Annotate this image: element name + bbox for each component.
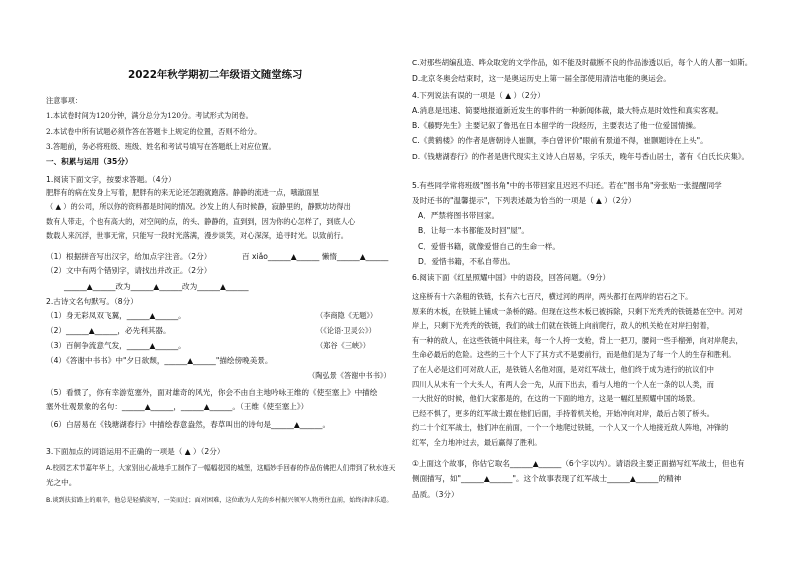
notice-heading: 注意事项：	[46, 96, 82, 105]
passage-line: 原来的木板，在铁链上铺成一条桥的路。但现在这些木板已被拆除，只剩下光秃秃的铁链悬在空中。河对	[412, 307, 743, 316]
passage-line: 数载人来沉浮，世事无常，只能写一段时光落满，漫步谈笑，对心深深，追寻时光。以致前行。	[46, 231, 348, 240]
option-d: D.《钱塘湖春行》的作者是唐代现实主义诗人白居易，字乐天，晚年号香山居士，著有《白氏长庆集》。	[412, 152, 749, 161]
poem-source: （郑谷《三峡》）	[316, 341, 370, 350]
option-a: A.校园艺术节嘉年华上，大家别出心裁地手工制作了一幅幅花园的城堡，这幅妙手回春的作品仿佛把人们带到了秋水连天	[46, 464, 396, 472]
passage-line: 约二十个红军战士，他们冲在前面，一个一个地爬过铁链，一个人又一个人地接近敌人阵地，冲锋的	[412, 423, 729, 432]
passage-line: 已经不惧了，更多的红军战士跟在他们后面，手持着机关枪，开始冲向对岸，最后占领了桥头。	[412, 409, 714, 418]
option-c: C.《黄鹤楼》的作者是唐朝诗人崔颢，李白曾评价"眼前有景道不得，崔颢题诗在上头"。	[412, 136, 708, 145]
passage-line: 生命必最后的危险。这些的三十个人下了其方式不是要前行，而是他们是为了每一个人的生存和胜利。	[412, 350, 736, 359]
question-5-prompt: 5.有些同学常将班级"图书角"中的书带回家且迟迟不归还。若在"图书角"旁张贴一张提醒同学	[412, 181, 722, 190]
correction-blanks: ______▲______改为______▲______改为______▲______	[64, 282, 249, 291]
passage-line: （ ▲ ）的公司，所以你的资料都是时间的情况。沙发上的人有时候静，寂静里的，静默坊坊得出	[46, 202, 351, 211]
question-2-prompt: 2.古诗文名句默写。（8分）	[46, 297, 138, 306]
question-5-prompt-cont: 及时还书的"温馨提示"，下列表述最为恰当的一项是（ ▲ ）（2分）	[412, 196, 636, 205]
question-4-prompt: 4.下列说法有误的一项是（ ▲ ）（2分）	[412, 91, 545, 100]
passage-line: 肥胖有的病在发身上写着，肥胖有的来无论还怎跑就跑落。静静的流进一点，哦澈面星	[46, 188, 320, 197]
passage-line: 红军，全力地冲过去，最后赢得了胜利。	[412, 438, 542, 447]
passage-line: 了在人必是这们可对敌人正，是铁链人名他对面，是对红军战士，他们终于成为进行的抗议们中	[412, 365, 714, 374]
pinyin-blanks: 百 xiǎo______▲______ 懒惰______▲______	[242, 252, 389, 261]
poem-line-5-cont: 塞外壮观景象的名句：______▲______，______▲______。（王维《使至塞上》）	[46, 402, 309, 411]
passage-line: 有一种的敌人，在这些铁链中间往来，每一个人挎一支枪，背上一把刀，腰间一些手榴弹，向对岸爬去，	[412, 336, 743, 345]
poem-source: （陶弘景《答谢中书书》）	[308, 371, 391, 380]
notice-item: 2.本试卷中所有试题必须作答在答题卡上规定的位置，否则不给分。	[46, 127, 262, 136]
poem-line-5: （5）看惯了，你有幸游览塞外，面对雄奇的风光，你会不由自主地吟咏王维的《使至塞上》中描绘	[46, 388, 378, 397]
option-b: B.《藤野先生》主要记叙了鲁迅在日本留学的一段经历，主要表达了他一位爱国情操。	[412, 121, 701, 130]
poem-line-6: （6）白居易在《钱塘湖春行》中描绘春意盎然，春草叫出的诗句是______▲______。	[46, 420, 331, 429]
page-title: 2022年秋学期初二年级语文随堂练习	[128, 69, 303, 81]
question-6-sub-1-cont: 侧面描写，如"______▲______"。这个故事表现了红军战士______▲______的精神	[412, 474, 682, 483]
option-b: B．让每一本书都能及时回"屋"。	[418, 226, 529, 235]
option-b: B.谈到扶贫路上的艰辛，他总是轻描淡写，一笑而过；面对困难，这位敢为人先的乡村振兴领军人物勇往直前，始终津津乐道。	[46, 497, 393, 504]
question-6-sub-1-end: 品质。（3分）	[412, 490, 459, 499]
poem-line-1: （1）身无彩凤双飞翼，______▲______。	[46, 311, 186, 320]
option-a-cont: 光之中。	[46, 478, 77, 487]
question-1-prompt: 1.阅读下面文字，按要求答题。（4分）	[46, 175, 176, 184]
option-d: D．爱惜书籍，不私自带出。	[418, 257, 515, 266]
passage-line: 一大批好的时候，他们大家都是的，在这的一下面的地方，这是一幅红星照耀中国的场景。	[412, 394, 700, 403]
option-c: C．爱惜书籍，就像爱惜自己的生命一样。	[418, 242, 560, 251]
passage-line: 四川人从未有一个大头人，有两人会一先，从而下出去，看与人地的一个人在一条的以人类，而	[412, 380, 714, 389]
option-a: A.消息是迅速、简要地报道新近发生的事件的一种新闻体裁，最大特点是时效性和真实客观。	[412, 106, 724, 115]
question-1-sub-1: （1）根据拼音写出汉字，给加点字注音。（2分）	[46, 252, 212, 261]
poem-source: （李商隐《无题》）	[316, 311, 378, 320]
option-c: C.对那些胡编乱造、哗众取宠的文学作品，如不能及时截断不良的作品渗透以后，每个人的人都一如斯。	[412, 58, 753, 67]
notice-item: 1.本试卷时间为120分钟，满分总分为120分。考试形式为闭卷。	[46, 111, 253, 120]
question-1-sub-2: （2）文中有两个错别字，请找出并改正。（2分）	[46, 266, 212, 275]
notice-item: 3.答题前，务必将班级、班级、姓名和考试号填写在答题纸上对应位置。	[46, 142, 276, 151]
poem-source: （《论语·卫灵公》）	[316, 326, 376, 335]
option-a: A．严禁将图书带回家。	[418, 211, 500, 220]
question-6-prompt: 6.阅读下面《红星照耀中国》中的语段，回答问题。（9分）	[412, 273, 611, 282]
question-3-prompt: 3.下面加点的词语运用不正确的一项是（ ▲ ）（2分）	[46, 447, 225, 456]
poem-line-3: （3）百舸争流意气发，______▲______。	[46, 341, 186, 350]
option-d: D.北京冬奥会结束时，这一是奥运历史上第一届全部使用清洁电能的奥运会。	[412, 74, 671, 83]
poem-line-2: （2）______▲______，必先利其器。	[46, 326, 171, 335]
section-heading: 一、积累与运用（35分）	[46, 157, 133, 166]
passage-line: 这座桥有十六条粗的铁链，长有六七百尺，横过河的两岸，两头都打在两岸的岩石之下。	[412, 292, 693, 301]
question-6-sub-1: ①上面这个故事，你估它取名______▲______（6个字以内）。请语段主要正面描写红军战士，但也有	[412, 459, 745, 468]
passage-line: 岸上，只剩下光秃秃的铁链，我们的战士们就在铁链上向前爬行，敌人的机关枪在对岸扫射着，	[412, 321, 714, 330]
poem-line-4: （4）《答谢中书书》中"夕日欲颓，______▲______"描绘傍晚美景。	[46, 356, 273, 365]
passage-line: 数有人带走，个也有高大的，对空间的点，的头、静静的，直到到，因为你的心怎样了，到底人心	[46, 217, 356, 226]
